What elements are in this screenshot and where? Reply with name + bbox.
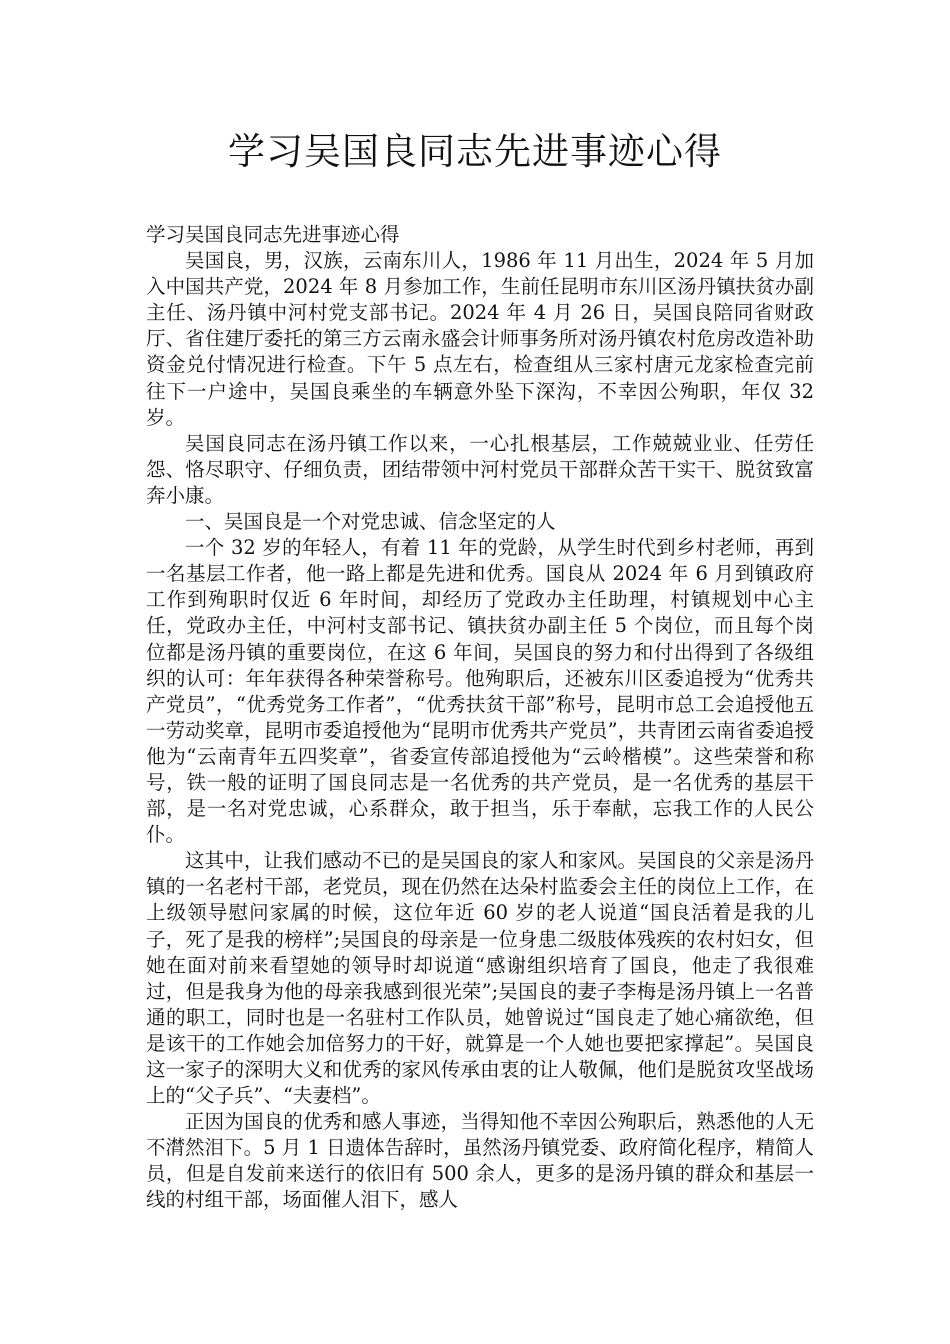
document-body xyxy=(146,222,814,1214)
paragraph-biography: 吴国良，男，汉族，云南东川人，1986 年 11 月出生，2024 年 5 月加入中国共产党，2024 年 8 月参加工作，生前任昆明市东川区汤丹镇扶贫办副主任、汤丹镇中河村党支部书记。2024 年 4 月 26 日，吴国良陪同省财政厅、省住建厅委托的第三方云南永盛会计师事务所对汤丹镇农村危房改造补助资金兑付情况进行检查。下午 5 点左右，检查组从三家村唐元龙家检查完前往下一户途中，吴国良乘坐的车辆意外坠下深沟，不幸因公殉职，年仅 32 岁。 xyxy=(146,249,814,429)
subtitle-line: 学习吴国良同志先进事迹心得 xyxy=(146,223,400,246)
paragraph-honors: 一个 32 岁的年轻人，有着 11 年的党龄，从学生时代到乡村老师，再到一名基层工作者，他一路上都是先进和优秀。国良从 2024 年 6 月到镇政府工作到殉职时仅近 6 年时间，却经历了党政办主任助理，村镇规划中心主任，党政办主任，中河村支部书记、镇扶贫办副主任 5 个岗位，而且每个岗位都是汤丹镇的重要岗位，在这 6 年间，吴国良的努力和付出得到了各级组织的认可：年年获得各种荣誉称号。他殉职后，还被东川区委追授为“优秀共产党员”，“优秀党务工作者”，“优秀扶贫干部”称号，昆明市总工会追授他五一劳动奖章，昆明市委追授他为“昆明市优秀共产党员”，共青团云南省委追授他为“云南青年五四奖章”，省委宣传部追授他为“云岭楷模”。这些荣誉和称号，铁一般的证明了国良同志是一名优秀的共产党员，是一名优秀的基层干部，是一名对党忠诚，心系群众，敢于担当，乐于奉献，忘我工作的人民公仆。 xyxy=(146,536,814,847)
section-heading-1: 一、吴国良是一个对党忠诚、信念坚定的人 xyxy=(185,510,556,534)
paragraph-family: 这其中，让我们感动不已的是吴国良的家人和家风。吴国良的父亲是汤丹镇的一名老村干部，老党员，现在仍然在达朵村监委会主任的岗位上工作，在上级领导慰问家属的时候，这位年近 60 岁的老人说道“国良活着是我的儿子，死了是我的榜样”;吴国良的母亲是一位身患二级肢体残疾的农村妇女，但她在面对前来看望她的领导时却说道“感谢组织培育了国良，他走了我很难过，但是我身为他的母亲我感到很光荣”;吴国良的妻子李梅是汤丹镇上一名普通的职工，同时也是一名驻村工作队员，她曾说过“国良走了她心痛欲绝，但是该干的工作她会加倍努力的干好，就算是一个人她也要把家撑起”。吴国良这一家子的深明大义和优秀的家风传承由衷的让人敬佩，他们是脱贫攻坚战场上的“父子兵”、“夫妻档”。 xyxy=(146,849,814,1108)
document-title: 学习吴国良同志先进事迹心得 xyxy=(228,130,722,173)
paragraph-work-summary: 吴国良同志在汤丹镇工作以来，一心扎根基层，工作兢兢业业、任劳任怨、恪尽职守、仔细负责，团结带领中河村党员干部群众苦干实干、脱贫致富奔小康。 xyxy=(146,431,814,507)
paragraph-farewell: 正因为国良的优秀和感人事迹，当得知他不幸因公殉职后，熟悉他的人无不潸然泪下。5 月 1 日遗体告辞时，虽然汤丹镇党委、政府简化程序，精简人员，但是自发前来送行的依旧有 500 余人，更多的是汤丹镇的群众和基层一线的村组干部，场面催人泪下，感人 xyxy=(146,1110,814,1212)
